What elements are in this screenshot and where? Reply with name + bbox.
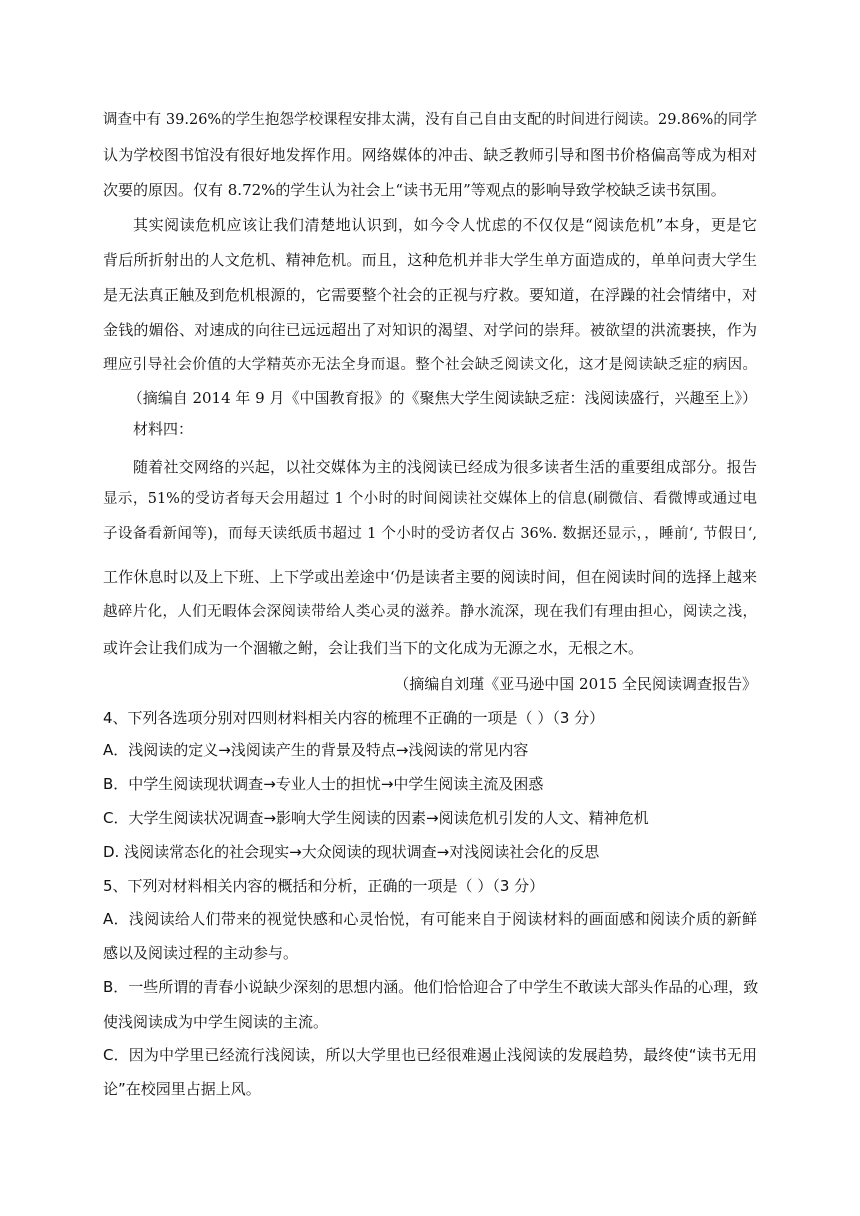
paragraph-line: 子设备看新闻等)，而每天读纸质书超过 1 个小时的受访者仅占 36%. 数据还显示，，睡前‘, 节假日‘, [103,526,757,542]
paragraph-line: 或许会让我们成为一个涸辙之鲋，会让我们当下的文化成为无源之水，无根之木。 [103,639,644,657]
question-5-option-b-line: B．一些所谓的青春小说缺少深刻的思想内涵。他们恰恰迎合了中学生不敢读大部头作品的心理，致 [103,978,759,996]
source-citation: （摘编自 2014 年 9 月《中国教育报》的《聚焦大学生阅读缺乏症：浅阅读盛行，兴趣至上》） [127,389,757,407]
question-4-option-c: C．大学生阅读状况调查→影响大学生阅读的因素→阅读危机引发的人文、精神危机 [103,809,649,827]
question-5-option-a-line: 感以及阅读过程的主动参与。 [103,944,299,962]
source-citation: （摘编自刘瑾《亚马逊中国 2015 全民阅读调查报告》 [394,675,757,693]
paragraph-line: 理应引导社会价值的大学精英亦无法全身而退。整个社会缺乏阅读文化，这才是阅读缺乏症的病因。 [103,357,757,373]
paragraph-line: 次要的原因。仅有 8.72%的学生认为社会上“读书无用”等观点的影响导致学校缺乏读书氛围。 [103,181,726,199]
question-4-stem: 4、下列各选项分别对四则材料相关内容的梳理不正确的一项是（ ）（3 分） [103,709,605,727]
paragraph-line: 显示，51%的受访者每天会用超过 1 个小时的时间阅读社交媒体上的信息(刷微信、看微博或通过电 [103,491,757,507]
paragraph-line: 越碎片化，人们无暇体会深阅读带给人类心灵的滋养。静水流深，现在我们有理由担心，阅读之浅， [103,604,757,620]
paragraph-line: 背后所折射出的人文危机、精神危机。而且，这种危机并非大学生单方面造成的，单单问责大学生 [103,251,757,269]
paragraph-line: 是无法真正触及到危机根源的，它需要整个社会的正视与疗救。要知道，在浮躁的社会情绪中，对 [103,286,757,304]
question-5-option-c-line: C．因为中学里已经流行浅阅读，所以大学里也已经很难遏止浅阅读的发展趋势，最终使“读书无用 [103,1046,757,1064]
paragraph-line: 认为学校图书馆没有很好地发挥作用。网络媒体的冲击、缺乏教师引导和图书价格偏高等成为相对 [103,146,757,164]
paragraph-line: 工作休息时以及上下班、上下学或出差途中‘仍是读者主要的阅读时间，但在阅读时间的选择上越来 [103,568,757,586]
question-4-option-a: A．浅阅读的定义→浅阅读产生的背景及特点→浅阅读的常见内容 [103,741,529,759]
paragraph-line: 调查中有 39.26%的学生抱怨学校课程安排太满，没有自己自由支配的时间进行阅读。29.86%的同学 [103,112,757,128]
question-5-option-b-line: 使浅阅读成为中学生阅读的主流。 [103,1013,329,1031]
question-5-option-a-line: A．浅阅读给人们带来的视觉快感和心灵怡悦，有可能来自于阅读材料的画面感和阅读介质的新鲜 [103,910,757,928]
section-heading: 材料四： [133,420,194,438]
paragraph-line: 其实阅读危机应该让我们清楚地认识到，如今令人忧虑的不仅仅是“阅读危机”本身，更是它 [133,216,757,234]
paragraph-line: 金钱的媚俗、对速成的向往已远远超出了对知识的渴望、对学问的崇拜。被欲望的洪流裹挟，作为 [103,321,757,339]
question-5-stem: 5、下列对材料相关内容的概括和分析，正确的一项是（ ）（3 分） [103,877,545,895]
question-5-option-c-line: 论”在校园里占据上风。 [103,1080,261,1098]
question-4-option-d: D. 浅阅读常态化的社会现实→大众阅读的现状调查→对浅阅读社会化的反思 [103,843,600,861]
question-4-option-b: B．中学生阅读现状调查→专业人士的担忧→中学生阅读主流及困惑 [103,775,544,793]
paragraph-line: 随着社交网络的兴起，以社交媒体为主的浅阅读已经成为很多读者生活的重要组成部分。报告 [133,458,757,476]
